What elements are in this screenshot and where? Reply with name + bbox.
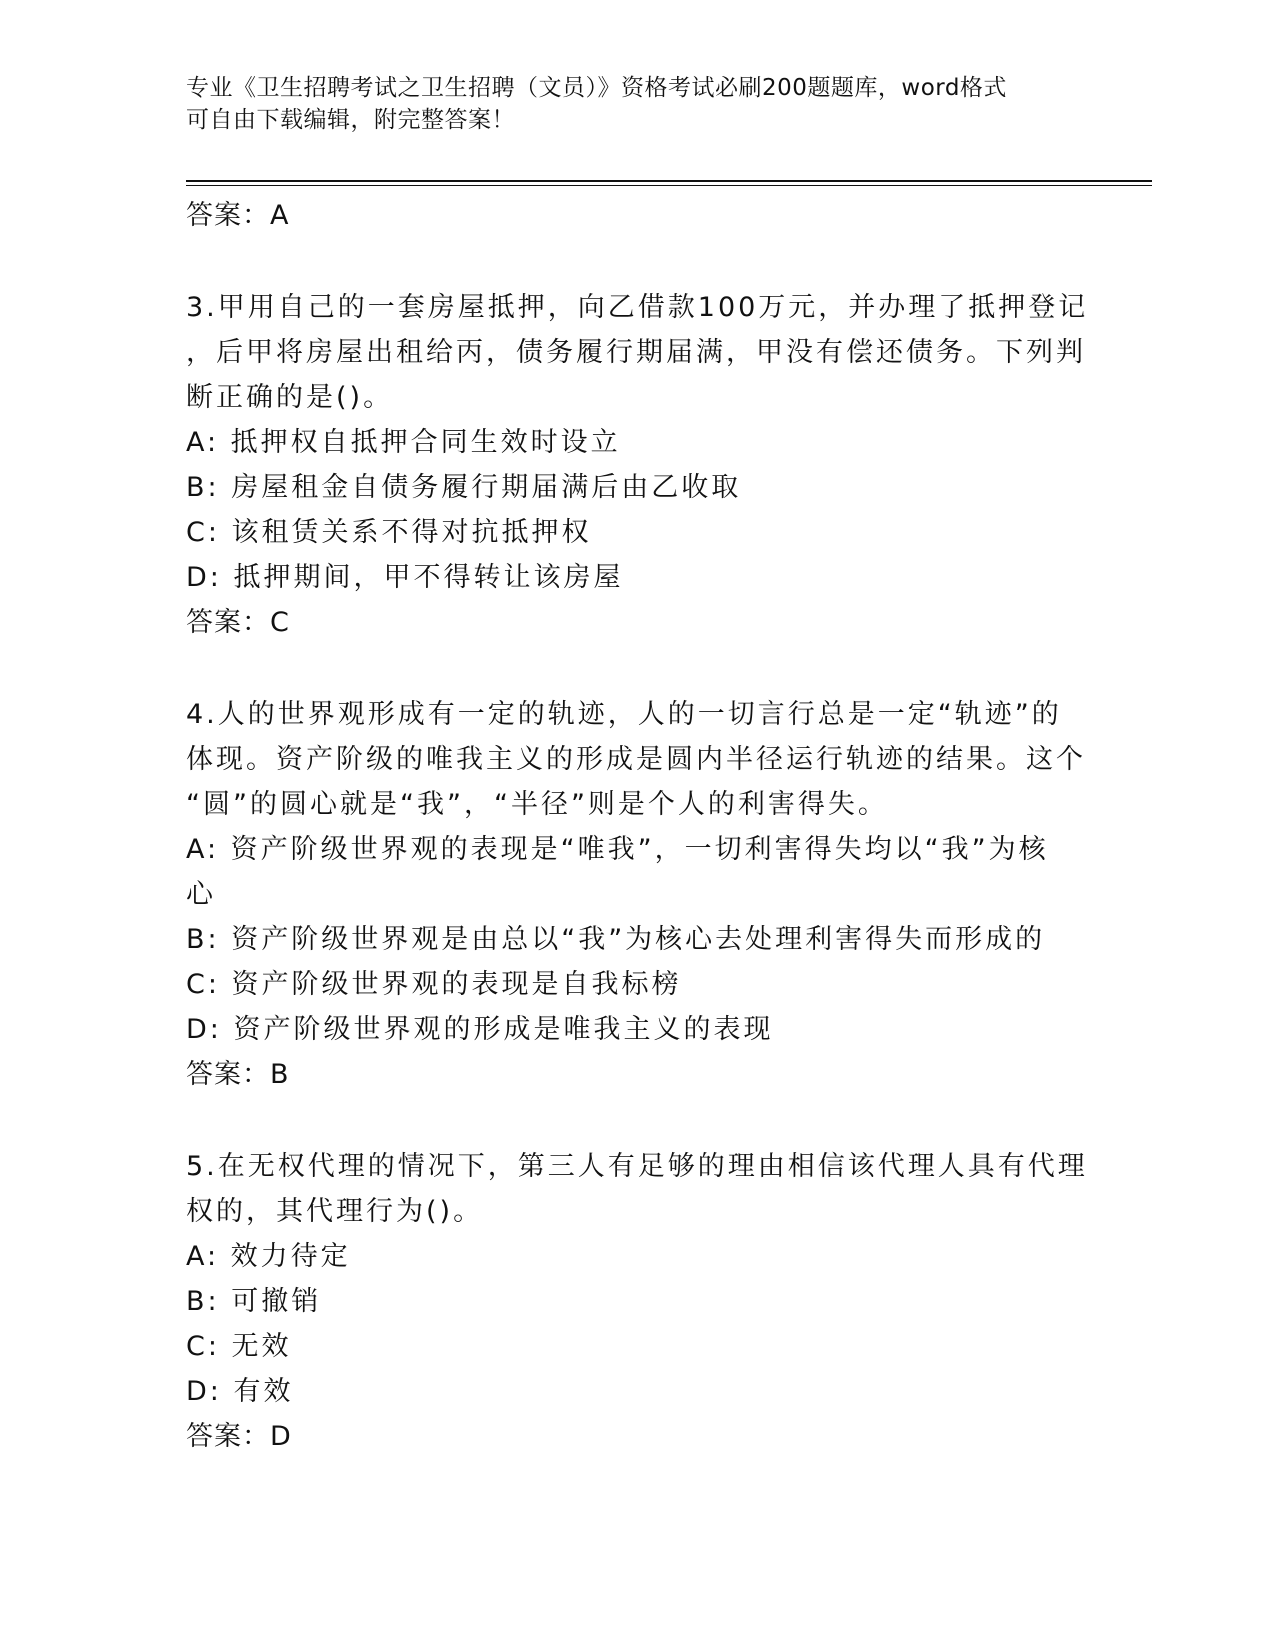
option-b: B: 可撤销: [186, 1286, 322, 1317]
question-text-line: 4.人的世界观形成有一定的轨迹，人的一切言行总是一定“轨迹”的: [186, 699, 1062, 730]
option-a: A: 效力待定: [186, 1241, 351, 1272]
question-4: [186, 692, 1086, 1097]
option-a-continued: 心: [186, 879, 216, 910]
option-b: B: 资产阶级世界观是由总以“我”为核心去处理利害得失而形成的: [186, 924, 1046, 955]
document-header: [186, 72, 1066, 136]
question-text-line: “圆”的圆心就是“我”，“半径”则是个人的利害得失。: [186, 789, 888, 820]
answer-line: 答案：D: [186, 1421, 292, 1452]
question-text-line: 权的，其代理行为()。: [186, 1196, 484, 1227]
header-line-2: 可自由下载编辑，附完整答案！: [186, 107, 515, 133]
option-c: C: 该租赁关系不得对抗抵押权: [186, 517, 592, 548]
header-line-1: 专业《卫生招聘考试之卫生招聘（文员）》资格考试必刷200题题库，word格式: [186, 75, 1007, 101]
option-a: A: 资产阶级世界观的表现是“唯我”，一切利害得失均以“我”为核: [186, 834, 1049, 865]
option-c: C: 资产阶级世界观的表现是自我标榜: [186, 969, 682, 1000]
question-text-line: 3.甲用自己的一套房屋抵押，向乙借款100万元，并办理了抵押登记: [186, 292, 1089, 323]
header-rule-thick: [186, 180, 1152, 182]
option-b: B: 房屋租金自债务履行期届满后由乙收取: [186, 472, 742, 503]
answer-line: 答案：A: [186, 200, 290, 231]
option-a: A: 抵押权自抵押合同生效时设立: [186, 427, 621, 458]
question-text-line: 断正确的是()。: [186, 382, 394, 413]
document-body: [186, 193, 1089, 1459]
option-d: D: 资产阶级世界观的形成是唯我主义的表现: [186, 1014, 774, 1045]
option-d: D: 有效: [186, 1376, 294, 1407]
answer-line: 答案：B: [186, 1059, 290, 1090]
question-3: [186, 285, 1089, 645]
question-5: [186, 1144, 1086, 1459]
option-d: D: 抵押期间，甲不得转让该房屋: [186, 562, 624, 593]
question-text-line: ，后甲将房屋出租给丙，债务履行期届满，甲没有偿还债务。下列判: [186, 337, 1086, 368]
question-text-line: 5.在无权代理的情况下，第三人有足够的理由相信该代理人具有代理: [186, 1151, 1088, 1182]
answer-line: 答案：C: [186, 607, 290, 638]
option-c: C: 无效: [186, 1331, 292, 1362]
header-rule-thin: [186, 185, 1152, 186]
question-text-line: 体现。资产阶级的唯我主义的形成是圆内半径运行轨迹的结果。这个: [186, 744, 1086, 775]
